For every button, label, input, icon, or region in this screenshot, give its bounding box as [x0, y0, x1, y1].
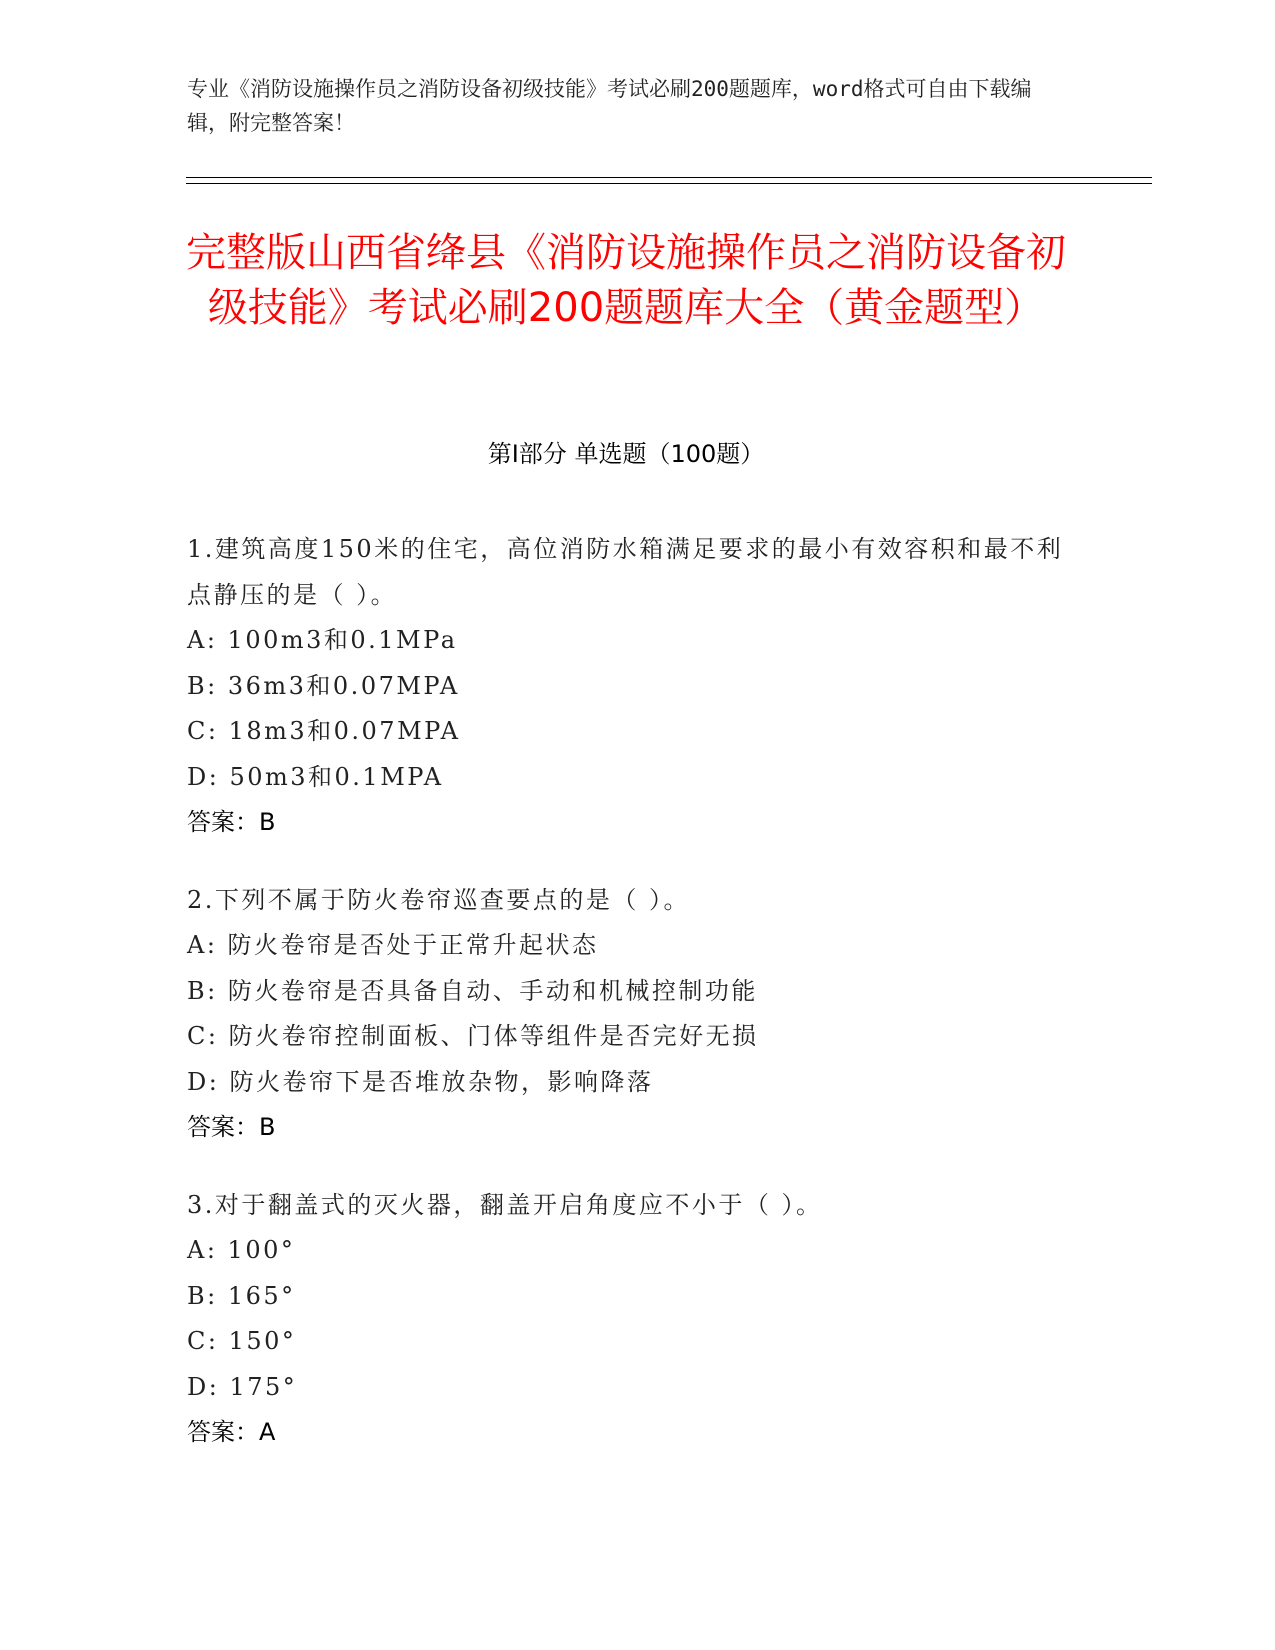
option-d: D: 防火卷帘下是否堆放杂物，影响降落	[187, 1067, 654, 1096]
option-b: B: 165°	[187, 1281, 296, 1310]
question-stem: 1.建筑高度150米的住宅，高位消防水箱满足要求的最小有效容积和最不利点静压的是（ ）。	[187, 535, 1064, 609]
section-title: 第I部分 单选题（100题）	[487, 440, 765, 468]
header-divider-top	[186, 177, 1152, 178]
question-2	[187, 878, 1067, 1151]
question-3	[187, 1183, 1067, 1456]
option-a: A: 防火卷帘是否处于正常升起状态	[187, 931, 599, 959]
option-a: A: 100m3和0.1MPa	[187, 626, 458, 654]
answer: 答案：B	[187, 808, 276, 836]
option-b: B: 防火卷帘是否具备自动、手动和机械控制功能	[187, 976, 758, 1005]
question-1	[187, 527, 1067, 846]
option-d: D: 175°	[187, 1372, 298, 1401]
answer: 答案：A	[187, 1418, 276, 1446]
question-stem: 3.对于翻盖式的灭火器，翻盖开启角度应不小于（ ）。	[187, 1190, 823, 1219]
option-b: B: 36m3和0.07MPA	[187, 671, 460, 700]
header-divider-bottom	[186, 183, 1152, 184]
option-d: D: 50m3和0.1MPA	[187, 762, 444, 791]
option-a: A: 100°	[187, 1236, 296, 1264]
question-stem: 2.下列不属于防火卷帘巡查要点的是（ ）。	[187, 885, 691, 914]
option-c: C: 150°	[187, 1327, 297, 1355]
option-c: C: 防火卷帘控制面板、门体等组件是否完好无损	[187, 1022, 759, 1050]
document-title: 完整版山西省绛县《消防设施操作员之消防设备初级技能》考试必刷200题题库大全（黄金题型）	[186, 230, 1066, 331]
question-list	[187, 527, 1067, 1488]
header-note: 专业《消防设施操作员之消防设备初级技能》考试必刷200题题库，word格式可自由下载编辑，附完整答案！	[187, 77, 1032, 135]
answer: 答案：B	[187, 1113, 276, 1141]
option-c: C: 18m3和0.07MPA	[187, 717, 461, 745]
